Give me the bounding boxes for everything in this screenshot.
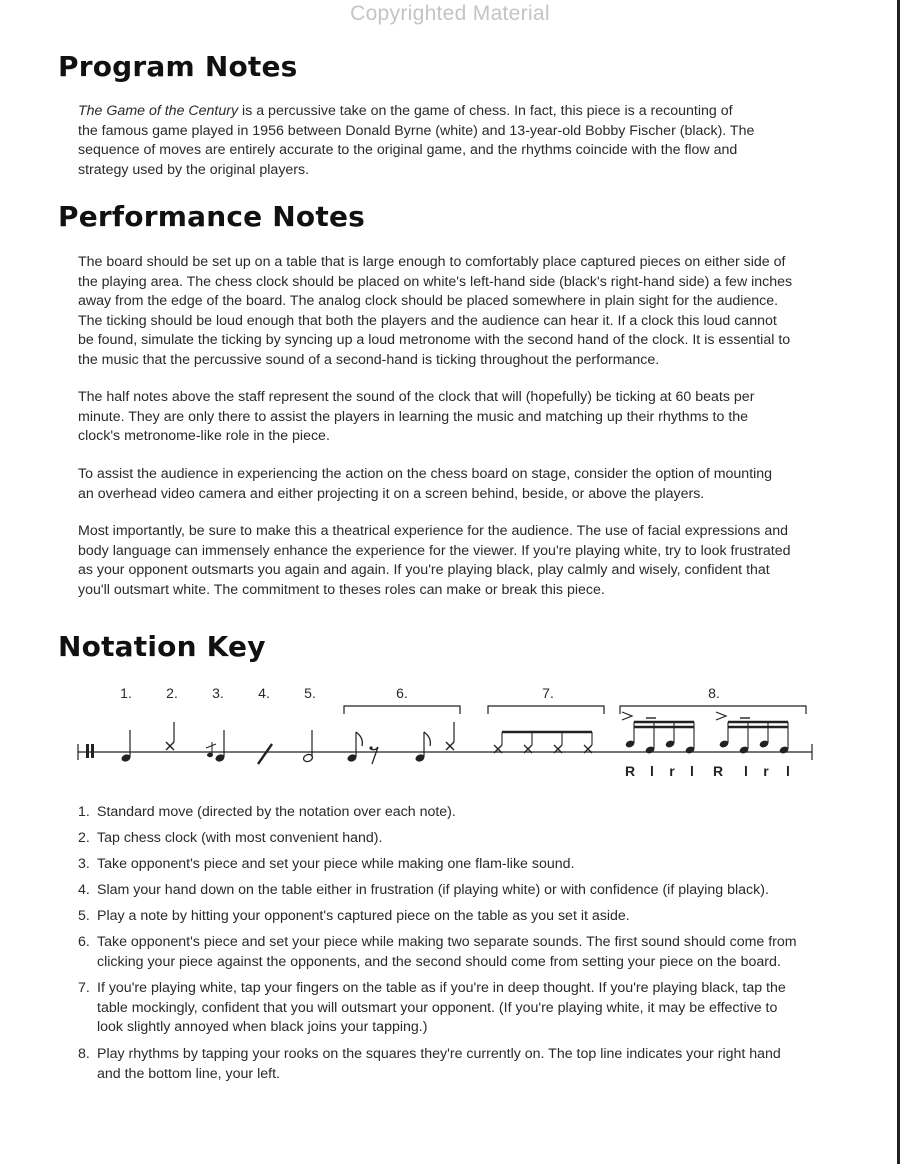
note-5: [303, 730, 314, 763]
note-7: [494, 732, 592, 753]
bracket-6: [344, 706, 460, 714]
percussion-clef: [91, 744, 94, 758]
program-notes-heading: Program Notes: [58, 50, 298, 83]
figure-number: 7.: [542, 685, 554, 701]
sticking-letter: R: [712, 763, 724, 779]
note-8: [622, 712, 789, 755]
figure-number: 1.: [120, 685, 132, 701]
bracket-7: [488, 706, 604, 714]
program-notes-line: sequence of moves are entirely accurate to the original game, and the rhythms coincide with the flow and: [78, 142, 738, 158]
figure-number: 3.: [212, 685, 224, 701]
bracket-8: [620, 706, 806, 714]
figure-number: 8.: [708, 685, 720, 701]
note-6: [347, 722, 454, 764]
sticking-letter: l: [744, 763, 748, 779]
performance-paragraph-1: The board should be set up on a table that is large enough to comfortably place captured pieces on either side of the playing area. The chess clock should be placed on white's left-hand side (black's right-hand side) a few inches away from the edge of the board. The analog clock should be placed somewhere in plain sight for the audience. The ticking should be loud enough that both the players and the audience can hear it. If a clock this loud cannot be found, simulate the ticking by syncing up a loud metronome with the second hand of the clock. It is essential to the music that the percussive sound of a second-hand is ticking throughout the performance.: [78, 254, 793, 368]
sticking-letter: l: [650, 763, 654, 779]
percussion-clef: [86, 744, 89, 758]
performance-paragraph-4: Most importantly, be sure to make this a theatrical experience for the audience. The use of facial expressions and body language can immensely enhance the experience for the viewer. If you're playing white, try to look frustrated as your opponent outsmarts you again and again. If you're playing black, play calmly and wisely, confident that you'll outsmart white. The commitment to theses roles can make or break this piece.: [78, 523, 791, 598]
sticking-letter: l: [690, 763, 694, 779]
sticking-letter: R: [624, 763, 636, 779]
program-notes-line: the famous game played in 1956 between Donald Byrne (white) and 13-year-old Bobby Fischer (black). The: [78, 122, 755, 139]
note-3: [206, 730, 225, 763]
program-notes-line: strategy used by the original players.: [78, 161, 310, 178]
watermark: Copyrighted Material: [350, 2, 550, 25]
sticking-letter: r: [669, 763, 675, 779]
notation-key-heading: Notation Key: [58, 630, 266, 663]
figure-number: 5.: [304, 685, 316, 701]
figure-number: 4.: [258, 685, 270, 701]
piece-title: The Game of the Century: [78, 103, 239, 119]
note-4: [258, 744, 272, 764]
performance-notes-heading: Performance Notes: [58, 200, 365, 233]
figure-number: 2.: [166, 685, 178, 701]
note-2: [166, 722, 174, 750]
note-1: [121, 730, 132, 763]
sticking-letter: r: [763, 763, 769, 779]
figure-number: 6.: [396, 685, 408, 701]
sticking-letter: l: [786, 763, 790, 779]
performance-paragraph-2: The half notes above the staff represent the sound of the clock that will (hopefully) be ticking at 60 beats per minute. They are only there to assist the players in learning the music and matching up their rhythms to the clock's metronome-like role in the piece.: [78, 389, 755, 444]
program-notes-line: The Game of the Century is a percussive take on the game of chess. In fact, this piece is a recounting of: [78, 103, 733, 119]
performance-paragraph-3: To assist the audience in experiencing the action on the chess board on stage, consider the option of mounting an overhead video camera and either projecting it on a screen behind, beside, or above the players.: [78, 466, 773, 502]
